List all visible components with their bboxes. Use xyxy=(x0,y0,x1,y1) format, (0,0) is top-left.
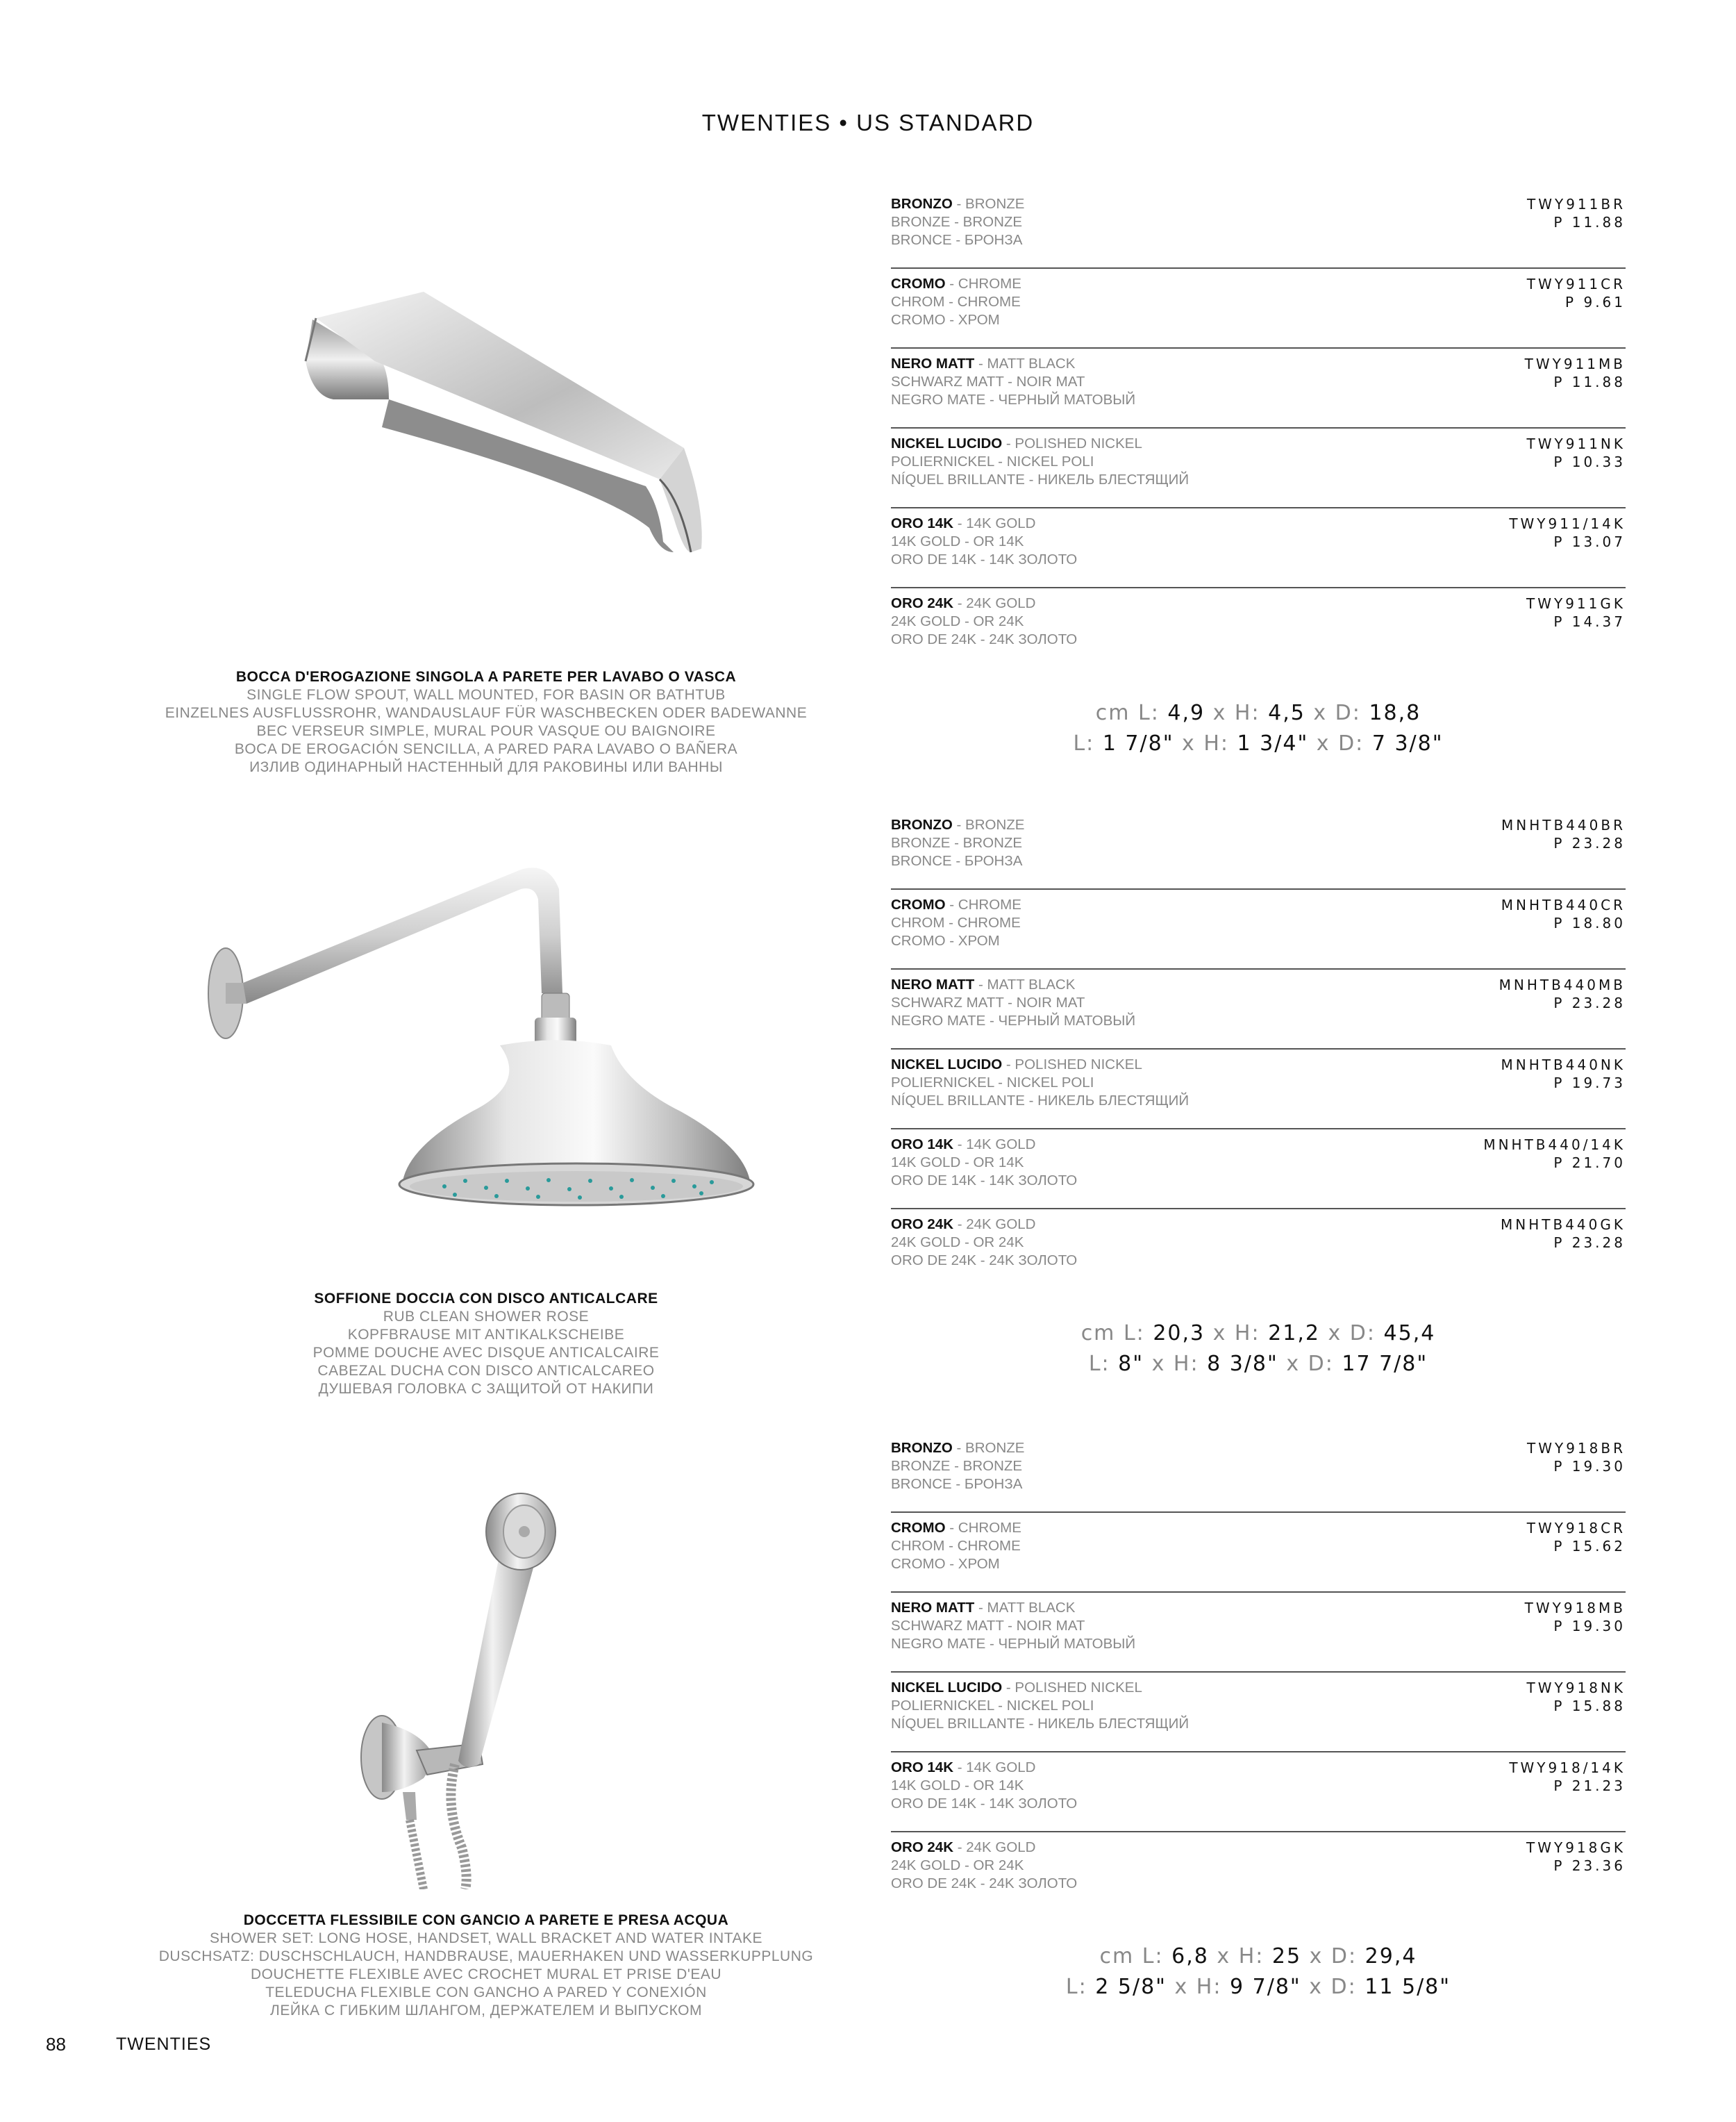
price: P 19.73 xyxy=(1553,1075,1626,1091)
price: P 23.28 xyxy=(1553,1234,1626,1251)
page-title: TWENTIES • US STANDARD xyxy=(701,110,1035,135)
product-code: MNHTB440NK xyxy=(1501,1056,1626,1073)
desc-de: DUSCHSATZ: DUSCHSCHLAUCH, HANDBRAUSE, MAUERHAKEN UND WASSERKUPPLUNG xyxy=(158,1948,814,1964)
finish-row: NICKEL LUCIDO - POLISHED NICKEL POLIERNICKEL - NICKEL POLI NÍQUEL BRILLANTE - НИКЕЛЬ БЛЕСТЯЩИЙ MNHTB440NK P 19.73 xyxy=(891,1050,1626,1129)
price: P 18.80 xyxy=(1553,915,1626,931)
dimensions-inch: L: 1 7/8" x H: 1 3/4" x D: 7 3/8" xyxy=(1073,731,1444,756)
finish-name: NERO MATT xyxy=(891,356,975,372)
hand-shower-image xyxy=(340,1486,646,1889)
finish-row: NICKEL LUCIDO - POLISHED NICKEL POLIERNICKEL - NICKEL POLI NÍQUEL BRILLANTE - НИКЕЛЬ БЛЕСТЯЩИЙ TWY911NK P 10.33 xyxy=(891,429,1626,508)
finish-name: ORO 14K xyxy=(891,1136,953,1152)
desc-en: SHOWER SET: LONG HOSE, HANDSET, WALL BRACKET AND WATER INTAKE xyxy=(210,1930,762,1946)
finish-row: NERO MATT - MATT BLACK SCHWARZ MATT - NOIR MAT NEGRO MATE - ЧЕРНЫЙ МАТОВЫЙ TWY918MB P 19.30 xyxy=(891,1593,1626,1673)
price: P 21.23 xyxy=(1553,1777,1626,1794)
desc-fr: BEC VERSEUR SIMPLE, MURAL POUR VASQUE OU BAIGNOIRE xyxy=(256,723,716,739)
price: P 13.07 xyxy=(1553,533,1626,550)
price: P 11.88 xyxy=(1553,214,1626,231)
desc-ru: ДУШЕВАЯ ГОЛОВКА С ЗАЩИТОЙ ОТ НАКИПИ xyxy=(318,1381,654,1397)
dimensions-cm: cm L: 6,8 x H: 25 x D: 29,4 xyxy=(1099,1944,1417,1968)
finish-row: CROMO - CHROME CHROM - CHROME CROMO - ХРОМ MNHTB440CR P 18.80 xyxy=(891,890,1626,970)
finish-name: CROMO xyxy=(891,897,946,913)
product-code: TWY918/14K xyxy=(1509,1759,1626,1776)
finish-row: ORO 14K - 14K GOLD 14K GOLD - OR 14K ORO DE 14K - 14K ЗОЛОТО TWY918/14K P 21.23 xyxy=(891,1752,1626,1832)
price: P 14.37 xyxy=(1553,613,1626,630)
price: P 19.30 xyxy=(1553,1618,1626,1634)
finish-name: CROMO xyxy=(891,1520,946,1536)
finish-row: ORO 24K - 24K GOLD 24K GOLD - OR 24K ORO DE 24K - 24K ЗОЛОТО MNHTB440GK P 23.28 xyxy=(891,1216,1626,1268)
finish-name: ORO 24K xyxy=(891,595,953,611)
product-code: TWY911NK xyxy=(1526,436,1626,452)
price: P 23.28 xyxy=(1553,835,1626,852)
dimensions xyxy=(891,1318,1626,1379)
price: P 23.28 xyxy=(1553,995,1626,1011)
product-code: MNHTB440GK xyxy=(1501,1216,1626,1233)
price: P 19.30 xyxy=(1553,1458,1626,1475)
desc-it: SOFFIONE DOCCIA CON DISCO ANTICALCARE xyxy=(314,1291,658,1307)
desc-en: RUB CLEAN SHOWER ROSE xyxy=(383,1309,590,1325)
desc-es: CABEZAL DUCHA CON DISCO ANTICALCAREO xyxy=(317,1363,655,1379)
dimensions-inch: L: 8" x H: 8 3/8" x D: 17 7/8" xyxy=(1088,1352,1428,1376)
desc-ru: ЛЕЙКА С ГИБКИМ ШЛАНГОМ, ДЕРЖАТЕЛЕМ И ВЫПУСКОМ xyxy=(270,2003,702,2019)
finish-name: NICKEL LUCIDO xyxy=(891,1680,1003,1696)
finish-name: NERO MATT xyxy=(891,977,975,993)
finish-row: ORO 14K - 14K GOLD 14K GOLD - OR 14K ORO DE 14K - 14K ЗОЛОТО MNHTB440/14K P 21.70 xyxy=(891,1129,1626,1209)
finish-name: CROMO xyxy=(891,276,946,292)
finish-row: ORO 24K - 24K GOLD 24K GOLD - OR 24K ORO DE 24K - 24K ЗОЛОТО TWY911GK P 14.37 xyxy=(891,595,1626,647)
finish-name: ORO 24K xyxy=(891,1839,953,1855)
price: P 23.36 xyxy=(1553,1857,1626,1874)
desc-es: BOCA DE EROGACIÓN SENCILLA, A PARED PARA LAVABO O BAÑERA xyxy=(234,741,738,757)
finish-name: BRONZO xyxy=(891,196,953,212)
finish-name: NICKEL LUCIDO xyxy=(891,436,1003,451)
price: P 15.88 xyxy=(1553,1698,1626,1714)
finish-row: NICKEL LUCIDO - POLISHED NICKEL POLIERNICKEL - NICKEL POLI NÍQUEL BRILLANTE - НИКЕЛЬ БЛЕСТЯЩИЙ TWY918NK P 15.88 xyxy=(891,1673,1626,1752)
product-code: TWY918BR xyxy=(1527,1440,1626,1457)
finish-row: ORO 24K - 24K GOLD 24K GOLD - OR 24K ORO DE 24K - 24K ЗОЛОТО TWY918GK P 23.36 xyxy=(891,1839,1626,1891)
finish-name: NERO MATT xyxy=(891,1600,975,1616)
finish-list xyxy=(891,1433,1626,1912)
finish-row: BRONZO - BRONZE BRONZE - BRONZE BRONCE - БРОНЗА MNHTB440BR P 23.28 xyxy=(891,810,1626,890)
product-code: TWY911/14K xyxy=(1509,515,1626,532)
dimensions-inch: L: 2 5/8" x H: 9 7/8" x D: 11 5/8" xyxy=(1065,1975,1451,1999)
finish-list xyxy=(891,810,1626,1289)
desc-de: KOPFBRAUSE MIT ANTIKALKSCHEIBE xyxy=(347,1327,625,1343)
dimensions-cm: cm L: 4,9 x H: 4,5 x D: 18,8 xyxy=(1095,701,1421,725)
product-description xyxy=(139,668,833,777)
product-code: TWY918NK xyxy=(1526,1680,1626,1696)
desc-es: TELEDUCHA FLEXIBLE CON GANCHO A PARED Y CONEXIÓN xyxy=(265,1984,707,2000)
finish-row: BRONZO - BRONZE BRONZE - BRONZE BRONCE - БРОНЗА TWY918BR P 19.30 xyxy=(891,1433,1626,1513)
finish-row: NERO MATT - MATT BLACK SCHWARZ MATT - NOIR MAT NEGRO MATE - ЧЕРНЫЙ МАТОВЫЙ TWY911MB P 11.88 xyxy=(891,349,1626,429)
shower-head-image xyxy=(194,854,771,1229)
finish-row: BRONZO - BRONZE BRONZE - BRONZE BRONCE - БРОНЗА TWY911BR P 11.88 xyxy=(891,189,1626,269)
product-code: MNHTB440BR xyxy=(1501,817,1626,834)
dimensions-cm: cm L: 20,3 x H: 21,2 x D: 45,4 xyxy=(1080,1321,1436,1345)
footer-collection: TWENTIES xyxy=(116,2034,212,2054)
product-code: MNHTB440CR xyxy=(1501,897,1626,913)
product-description xyxy=(139,1290,833,1398)
finish-name: BRONZO xyxy=(891,1440,953,1456)
desc-it: BOCCA D'EROGAZIONE SINGOLA A PARETE PER LAVABO O VASCA xyxy=(235,669,737,685)
price: P 10.33 xyxy=(1553,454,1626,470)
desc-it: DOCCETTA FLESSIBILE CON GANCIO A PARETE E PRESA ACQUA xyxy=(243,1912,729,1928)
finish-row: CROMO - CHROME CHROM - CHROME CROMO - ХРОМ TWY918CR P 15.62 xyxy=(891,1513,1626,1593)
finish-row: CROMO - CHROME CHROM - CHROME CROMO - ХРОМ TWY911CR P 9.61 xyxy=(891,269,1626,349)
desc-en: SINGLE FLOW SPOUT, WALL MOUNTED, FOR BASIN OR BATHTUB xyxy=(247,687,726,703)
product-code: TWY911BR xyxy=(1527,196,1626,213)
product-code: TWY918MB xyxy=(1524,1600,1626,1616)
product-code: TWY918CR xyxy=(1526,1520,1626,1536)
wall-spout-image xyxy=(285,278,729,570)
desc-fr: POMME DOUCHE AVEC DISQUE ANTICALCAIRE xyxy=(312,1345,660,1361)
product-code: MNHTB440/14K xyxy=(1483,1136,1626,1153)
finish-name: BRONZO xyxy=(891,817,953,833)
finish-name: ORO 24K xyxy=(891,1216,953,1232)
desc-de: EINZELNES AUSFLUSSROHR, WANDAUSLAUF FÜR WASCHBECKEN ODER BADEWANNE xyxy=(165,705,808,721)
product-description xyxy=(139,1912,833,2020)
price: P 11.88 xyxy=(1553,374,1626,390)
page-number: 88 xyxy=(46,2034,66,2055)
finish-name: NICKEL LUCIDO xyxy=(891,1056,1003,1072)
desc-ru: ИЗЛИВ ОДИНАРНЫЙ НАСТЕННЫЙ ДЛЯ РАКОВИНЫ ИЛИ ВАННЫ xyxy=(249,759,723,775)
dimensions xyxy=(891,1941,1626,2003)
desc-fr: DOUCHETTE FLEXIBLE AVEC CROCHET MURAL ET PRISE D'EAU xyxy=(250,1966,722,1982)
product-code: TWY911GK xyxy=(1526,595,1626,612)
product-code: TWY911CR xyxy=(1526,276,1626,292)
product-code: TWY918GK xyxy=(1526,1839,1626,1856)
price: P 21.70 xyxy=(1553,1154,1626,1171)
finish-list xyxy=(891,189,1626,668)
finish-name: ORO 14K xyxy=(891,515,953,531)
finish-row: NERO MATT - MATT BLACK SCHWARZ MATT - NOIR MAT NEGRO MATE - ЧЕРНЫЙ МАТОВЫЙ MNHTB440MB P 23.28 xyxy=(891,970,1626,1050)
price: P 9.61 xyxy=(1565,294,1626,310)
price: P 15.62 xyxy=(1553,1538,1626,1555)
finish-name: ORO 14K xyxy=(891,1759,953,1775)
dimensions xyxy=(891,698,1626,759)
product-code: TWY911MB xyxy=(1524,356,1626,372)
product-code: MNHTB440MB xyxy=(1499,977,1626,993)
finish-row: ORO 14K - 14K GOLD 14K GOLD - OR 14K ORO DE 14K - 14K ЗОЛОТО TWY911/14K P 13.07 xyxy=(891,508,1626,588)
